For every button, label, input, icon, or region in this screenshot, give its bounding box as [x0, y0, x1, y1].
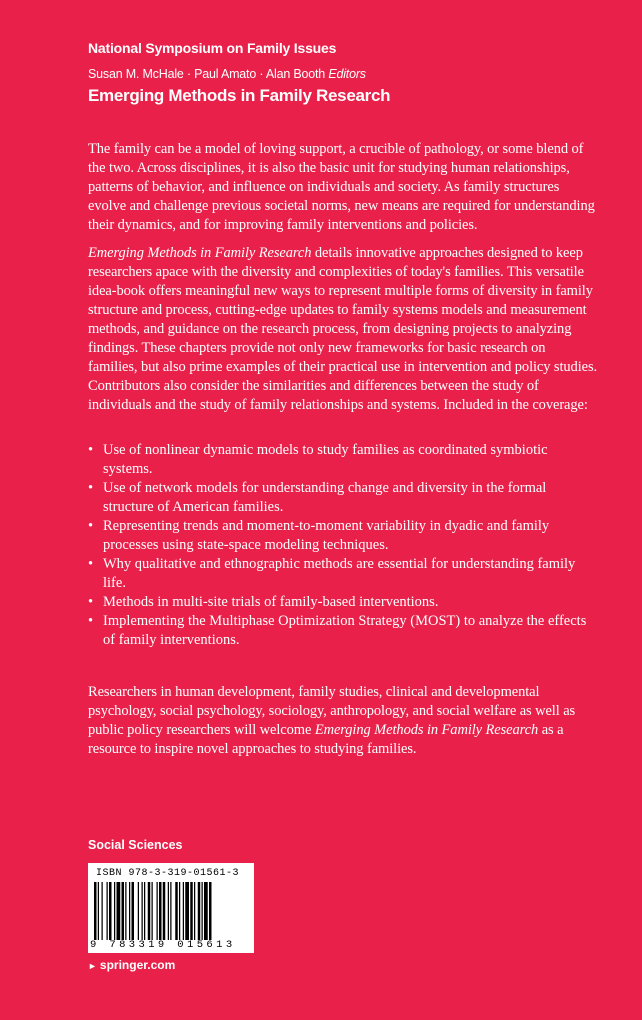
- bullet-icon: •: [88, 556, 94, 572]
- publisher-link[interactable]: [88, 958, 175, 972]
- barcode-digits: 9 783319 015613: [90, 939, 236, 951]
- bullet-icon: •: [88, 594, 94, 610]
- barcode-bar: [148, 882, 151, 940]
- barcode-bar: [204, 882, 208, 940]
- book-title-italic: Emerging Methods in Family Research: [88, 245, 312, 261]
- list-item: [88, 593, 598, 612]
- subject-category: Social Sciences: [88, 838, 183, 852]
- list-item: [88, 479, 598, 517]
- list-item: [88, 517, 598, 555]
- arrow-right-icon: ►: [88, 961, 97, 971]
- barcode-bar: [198, 882, 201, 940]
- publisher-link-text: springer.com: [99, 958, 176, 972]
- bullet-icon: •: [88, 518, 94, 534]
- book-title: Emerging Methods in Family Research: [88, 86, 391, 105]
- list-item-text: Methods in multi-site trials of family-based interventions.: [103, 594, 439, 610]
- barcode-bar: [94, 882, 97, 940]
- barcode-bar: [175, 882, 178, 940]
- barcode-bar: [102, 882, 103, 940]
- barcode-bar: [179, 882, 180, 940]
- list-item: [88, 441, 598, 479]
- list-item-text: Why qualitative and ethnographic methods are essential for understanding family life.: [103, 556, 576, 591]
- isbn-text: ISBN 978-3-319-01561-3: [96, 868, 240, 879]
- list-item-text: Use of nonlinear dynamic models to study families as coordinated symbiotic systems.: [103, 442, 548, 477]
- editor-names: Susan M. McHale · Paul Amato · Alan Booth: [88, 67, 326, 81]
- description-paragraph-1: [88, 140, 598, 235]
- barcode-bar: [190, 882, 193, 940]
- bullet-icon: •: [88, 442, 94, 458]
- barcode-bar: [129, 882, 130, 940]
- barcode-bar: [183, 882, 184, 940]
- editors-label: Editors: [328, 67, 366, 81]
- list-item-text: Implementing the Multiphase Optimization Strategy (MOST) to analyze the effects of family interventions.: [103, 613, 587, 648]
- description-paragraph-3: [88, 683, 598, 759]
- list-item-text: Representing trends and moment-to-moment variability in dyadic and family processes using state-space modeling techniques.: [103, 518, 550, 553]
- barcode-bar: [98, 882, 99, 940]
- barcode-bar: [163, 882, 166, 940]
- paragraph-text: The family can be a model of loving support, a crucible of pathology, or some blend of the two. Across disciplines, it is also the basic unit for studying human relationships, patterns of behavior, and influence on individuals and society. As family structures evolve and challenge previous societal norms, new means are required for understanding their dynamics, and for improving family interventions and policies.: [88, 141, 595, 233]
- barcode-bar: [125, 882, 126, 940]
- book-title-italic: Emerging Methods in Family Research: [314, 722, 539, 738]
- barcode-bar: [109, 882, 112, 940]
- barcode-bar: [159, 882, 162, 940]
- bullet-icon: •: [88, 480, 94, 496]
- paragraph-rest: details innovative approaches designed to keep researchers apace with the diversity and complexities of today's families. This versatile idea-book offers meaningful new ways to represent multiple forms of diversity in family structure and process, cutting-edge updates to family systems models and measurement methods, and guidance on the research process, from designing projects to analyzing findings. These chapters provide not only new frameworks for basic research on families, but also prime examples of their practical use in intervention and policy studies. Contributors also consider the similarities and differences between the study of individuals and the study of family relationships and systems. Included in the coverage:: [88, 245, 598, 413]
- barcode-bar: [170, 882, 171, 940]
- barcode-bar: [144, 882, 145, 940]
- list-item: [88, 555, 598, 593]
- barcode-bar: [185, 882, 189, 940]
- barcode-bar: [114, 882, 115, 940]
- barcode-bar: [132, 882, 135, 940]
- barcode-bar: [122, 882, 125, 940]
- barcode-bars: [94, 882, 248, 940]
- paragraph-text: [88, 244, 598, 415]
- barcode-bar: [142, 882, 143, 940]
- barcode: [88, 863, 254, 953]
- editors-line: [88, 67, 366, 81]
- barcode-bar: [152, 882, 153, 940]
- barcode-bar: [107, 882, 108, 940]
- list-item-text: Use of network models for understanding change and diversity in the formal structure of American families.: [103, 480, 547, 515]
- series-name: National Symposium on Family Issues: [88, 40, 337, 56]
- paragraph-start: Researchers in human development, family studies, clinical and developmental psychology, social psychology, sociology, anthropology, and social welfare as well as public policy researchers will welcome: [88, 684, 576, 738]
- barcode-bar: [202, 882, 203, 940]
- paragraph-end: as a resource to inspire novel approaches to studying families.: [88, 722, 564, 757]
- coverage-list: [88, 441, 598, 650]
- barcode-bar: [138, 882, 139, 940]
- barcode-bar: [157, 882, 158, 940]
- bullet-icon: •: [88, 613, 94, 629]
- barcode-bar: [117, 882, 121, 940]
- barcode-bar: [209, 882, 212, 940]
- paragraph-text: [88, 683, 598, 759]
- barcode-bar: [168, 882, 169, 940]
- description-paragraph-2: [88, 244, 598, 415]
- barcode-bar: [194, 882, 195, 940]
- list-item: [88, 612, 598, 650]
